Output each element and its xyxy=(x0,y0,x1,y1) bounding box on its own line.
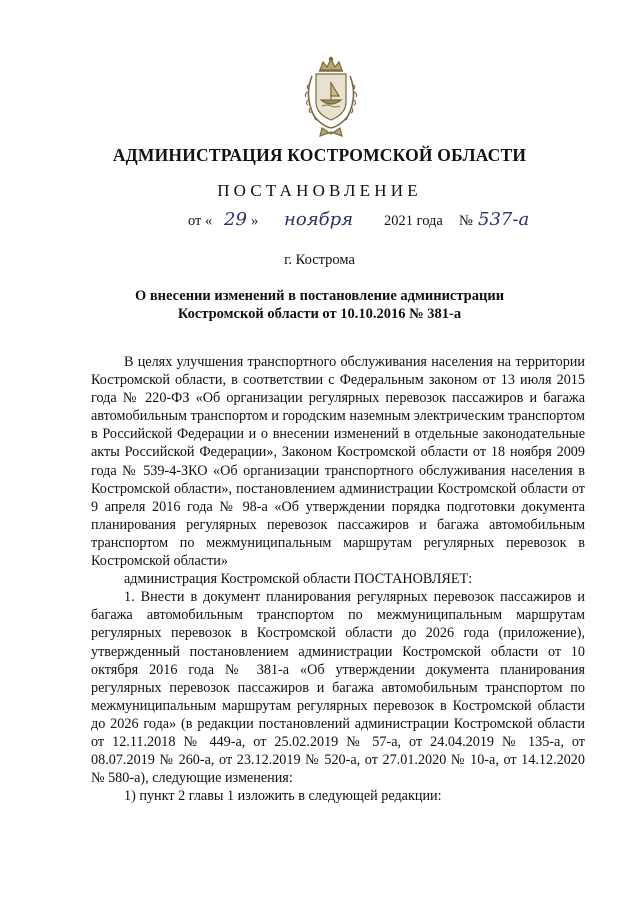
document-body xyxy=(91,353,585,805)
organization-title: АДМИНИСТРАЦИЯ КОСТРОМСКОЙ ОБЛАСТИ xyxy=(112,145,527,165)
body-paragraph-item-1: 1. Внести в документ планирования регулярных перевозок пассажиров и багажа автомобильным транспортом по межмуниципальным маршрутам регулярных перевозок в Костромской области до 2026 года (приложение), утвержденный постановлением администрации Костромской области от 10 октября 2016 года № 381-а «Об утверждении документа планирования регулярных перевозок пассажиров и багажа автомобильным транспортом по межмуниципальным маршрутам регулярных перевозок в Костромской области до 2026 года» (в редакции постановлений администрации Костромской области от 12.11.2018 № 449-а, от 25.02.2019 № 57-а, от 24.04.2019 № 135-а, от 08.07.2019 № 260-а, от 23.12.2019 № 520-а, от 27.01.2020 № 10-а, от 14.12.2020 № 580-а), следующие изменения: xyxy=(91,589,585,787)
body-paragraph-subitem-1: 1) пункт 2 главы 1 изложить в следующей редакции: xyxy=(124,788,442,805)
date-line xyxy=(0,209,639,237)
document-type: ПОСТАНОВЛЕНИЕ xyxy=(217,181,422,200)
body-paragraph-resolves: администрация Костромской области ПОСТАНОВЛЯЕТ: xyxy=(124,571,473,588)
subject-line-1: О внесении изменений в постановление администрации xyxy=(134,288,505,304)
body-paragraph-preamble: В целях улучшения транспортного обслуживания населения на территории Костромской области, в соответствии с Федеральным законом от 13 июля 2015 года № 220-ФЗ «Об организации регулярных перевозок пассажиров и багажа автомобильным транспортом и городским наземным электрическим транспортом в Российской Федерации и о внесении изменений в отдельные законодательные акты Российской Федерации», Законом Костромской области от 18 ноября 2009 года № 539-4-ЗКО «Об организации транспортного обслуживания населения в Костромской области», постановлением администрации Костромской области от 9 апреля 2016 года № 98-а «Об утверждении порядка подготовки документа планирования регулярных перевозок пассажиров и багажа автомобильным транспортом по межмуниципальным маршрутам регулярных перевозок в Костромской области» xyxy=(91,354,585,570)
date-day-handwritten: 29 xyxy=(224,209,247,230)
document-number-handwritten: 537-а xyxy=(478,209,530,230)
date-year: 2021 года xyxy=(384,213,443,229)
number-prefix: № xyxy=(459,213,473,229)
city-line: г. Кострома xyxy=(284,252,355,268)
document-subject xyxy=(0,287,639,323)
date-quote-close: » xyxy=(251,213,259,229)
coat-of-arms-emblem xyxy=(298,56,364,138)
subject-line-2: Костромской области от 10.10.2016 № 381-а xyxy=(177,306,462,322)
date-prefix: от « xyxy=(188,213,213,229)
date-month-handwritten: ноября xyxy=(284,209,354,230)
